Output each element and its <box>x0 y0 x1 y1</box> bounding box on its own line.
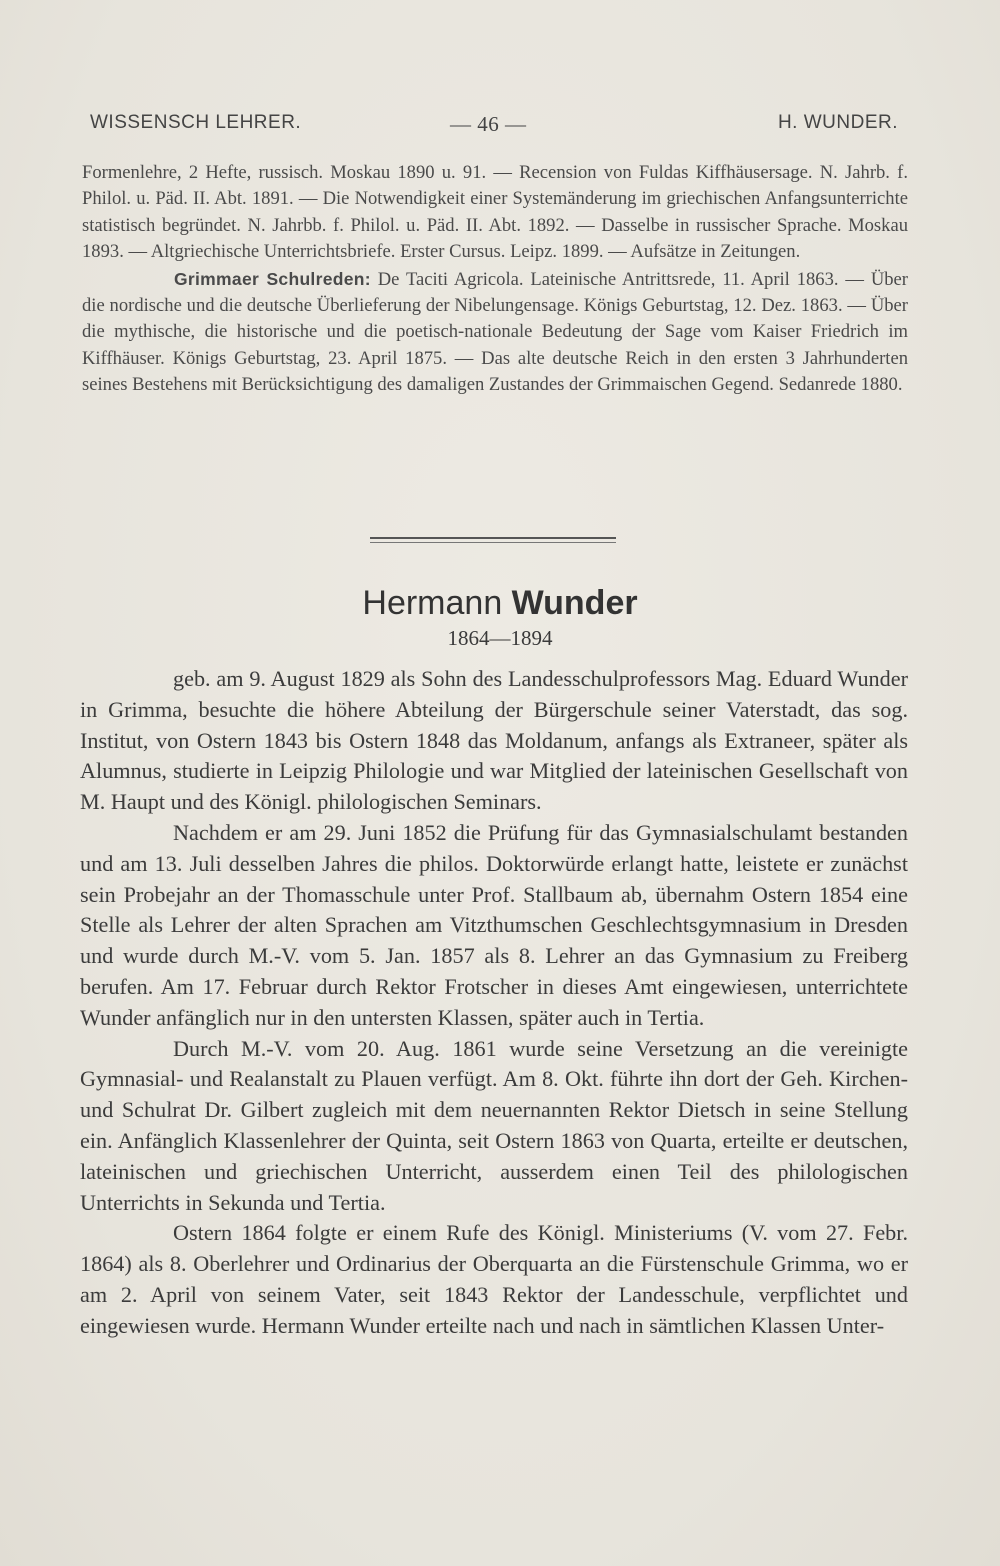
bibliography-block <box>82 160 908 399</box>
biography-body <box>80 664 908 1342</box>
title-first-name: Hermann <box>362 584 512 622</box>
bibliography-paragraph: Formenlehre, 2 Hefte, russisch. Moskau 1890 u. 91. — Recension von Fuldas Kiffhäusersage. N. Jahrb. f. Philol. u. Päd. II. Abt. 1891. — Die Notwendigkeit einer Systemänderung im griechischen Anfangsunterrichte statistisch begründet. N. Jahrbb. f. Philol. u. Päd. II. Abt. 1892. — Dasselbe in russischer Sprache. Moskau 1893. — Altgriechische Unterrichtsbriefe. Erster Cursus. Leipz. 1899. — Aufsätze in Zeitungen. <box>82 162 908 263</box>
title-last-name: Wunder <box>511 584 638 622</box>
body-paragraph: Nachdem er am 29. Juni 1852 die Prüfung für das Gymnasialschulamt bestanden und am 13. Juli desselben Jahres die philos. Doktorwürde erlangt hatte, leistete er zunächst sein Probejahr an der Thomasschule unter Prof. Stallbaum ab, übernahm Ostern 1854 eine Stelle als Lehrer der alten Sprachen am Vitzthumschen Geschlechtsgymnasium in Dresden und wurde durch M.-V. vom 5. Jan. 1857 als 8. Lehrer an das Gymnasium zu Freiberg berufen. Am 17. Februar durch Rektor Frotscher in dieses Amt eingewiesen, unterrichtete Wunder anfänglich nur in den untersten Klassen, später auch in Tertia. <box>80 819 908 1030</box>
page-number: — 46 — <box>450 112 527 136</box>
body-paragraph: Durch M.-V. vom 20. Aug. 1861 wurde seine Versetzung an die vereinigte Gymnasial- und Realanstalt zu Plauen verfügt. Am 8. Okt. führte ihn dort der Geh. Kirchen- und Schulrat Dr. Gilbert zugleich mit dem neuernannten Rektor Dietsch in seine Stellung ein. Anfänglich Klassenlehrer der Quinta, seit Ostern 1863 von Quarta, erteilte er deutschen, lateinischen und griechischen Unterricht, ausserdem einen Teil des philologischen Unterrichts in Sekunda und Tertia. <box>80 1035 908 1215</box>
running-header <box>90 112 898 142</box>
header-person-name: H. WUNDER. <box>777 112 898 133</box>
section-divider <box>370 537 616 543</box>
school-speeches-text: De Taciti Agricola. Lateinische Antrittsrede, 11. April 1863. — Über die nordische und die deutsche Überlieferung der Nibelungensage. Königs Geburtstag, 12. Dez. 1863. — Über die mythische, die historische und die poetisch-nationale Bedeutung der Sage vom Kaiser Friedrich im Kiffhäuser. Königs Geburtstag, 23. April 1875. — Das alte deutsche Reich in den ersten 3 Jahrhunderten seines Bestehens mit Berücksichtigung des damaligen Zustandes der Grimmaischen Gegend. Sedanrede 1880. <box>82 268 909 396</box>
section-years: 1864—1894 <box>447 626 553 650</box>
section-title <box>0 584 1000 623</box>
school-speeches-label: Grimmaer Schulreden: <box>174 268 371 289</box>
school-speeches-paragraph <box>82 266 908 399</box>
body-paragraph: geb. am 9. August 1829 als Sohn des Landesschulprofessors Mag. Eduard Wunder in Grimma, besuchte die höhere Abteilung der Bürgerschule seiner Vaterstadt, das sog. Institut, von Ostern 1843 bis Ostern 1848 das Moldanum, anfangs als Extraneer, später als Alumnus, studierte in Leipzig Philologie und war Mitglied der lateinischen Gesellschaft von M. Haupt und des Königl. philologischen Seminars. <box>80 666 908 815</box>
body-paragraph: Ostern 1864 folgte er einem Rufe des Königl. Ministeriums (V. vom 27. Febr. 1864) als 8. Oberlehrer und Ordinarius der Oberquarta an die Fürstenschule Grimma, wo er am 2. April von seinem Vater, seit 1843 Rektor der Landesschule, verpflichtet und eingewiesen wurde. Hermann Wunder erteilte nach und nach in sämtlichen Klassen Unter- <box>80 1220 908 1338</box>
header-section-title: WISSENSCH LEHRER. <box>90 112 302 133</box>
